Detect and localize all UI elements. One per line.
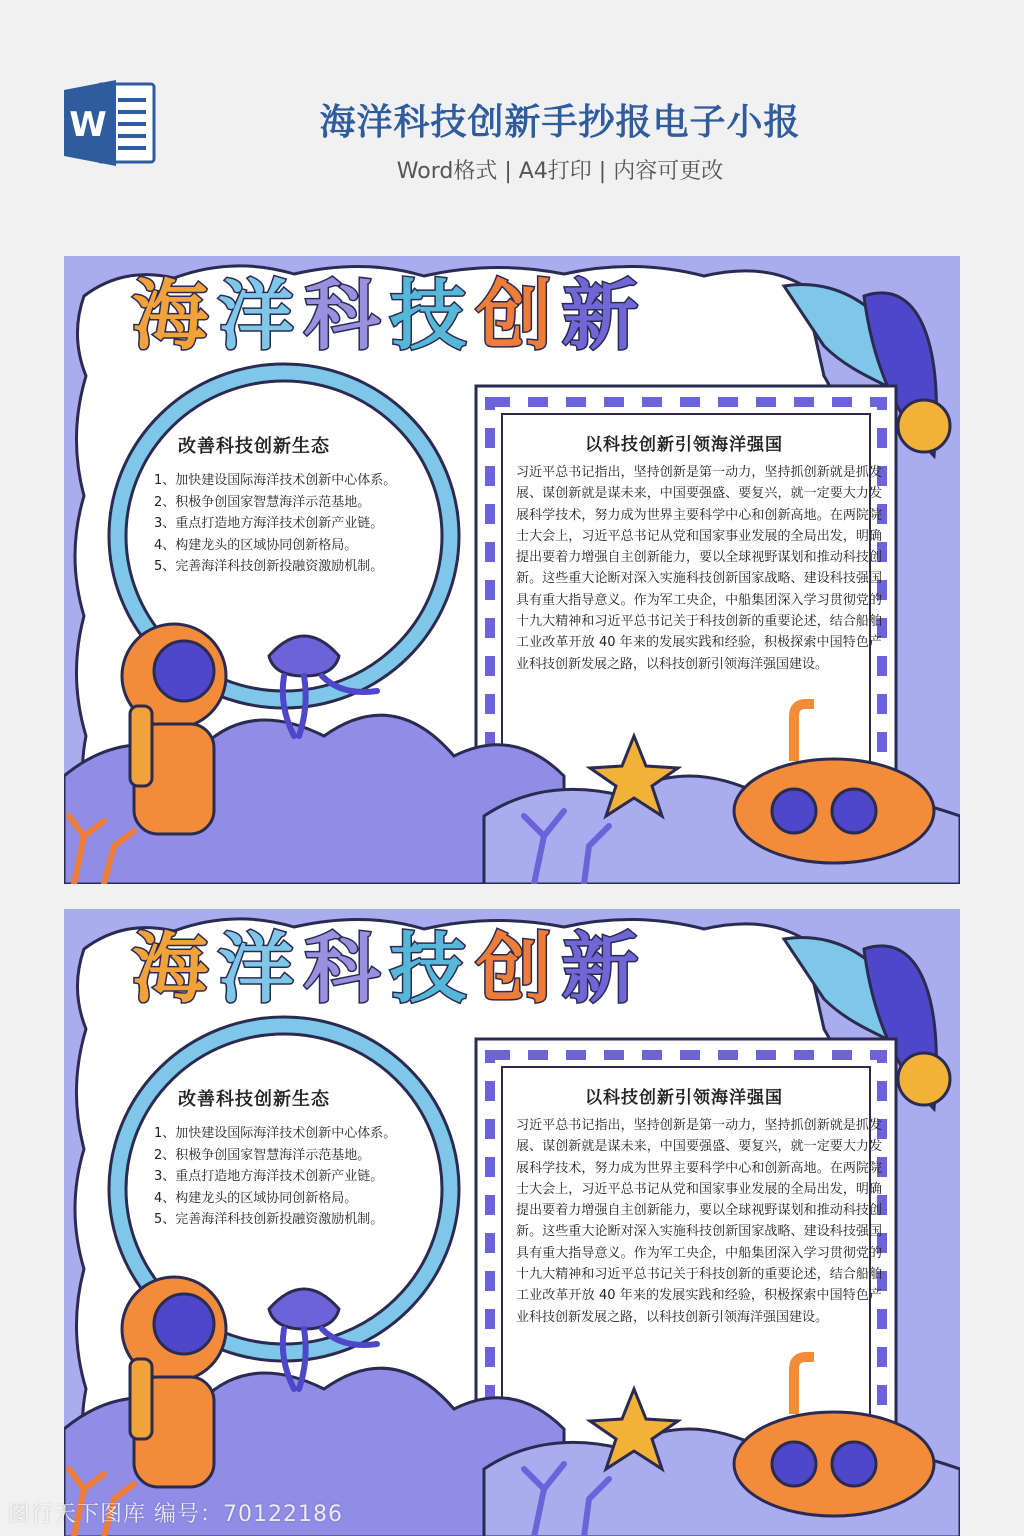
right-section-heading: 以科技创新引领海洋强国 (585, 435, 783, 455)
right-section-body: 习近平总书记指出，坚持创新是第一动力，坚持抓创新就是抓发展、谋创新就是谋未来，中国要强盛、要复兴，就一定要大力发展科学技术，努力成为世界主要科学中心和创新高地。在两院院士大会上，习近平总书记从党和国家事业发展的全局出发，明确提出要着力增强自主创新能力，要以全球视野谋划和推动科技创新。这些重大论断对深入实施科技创新国家战略、建设科技强国具有重大指导意义。作为军工央企，中船集团深入学习贯彻党的十九大精神和习近平总书记关于科技创新的重要论述，结合船舶工业改革开放 40 年来的发展实践和经验，积极探索中国特色产业科技创新发展之路，以科技创新引领海洋强国建设。 (516, 465, 882, 672)
list-item: 3、重点打造地方海洋技术创新产业链。 (154, 516, 384, 531)
left-section-list (154, 1123, 454, 1231)
title-char: 技 (390, 271, 466, 360)
title-char: 创 (476, 271, 552, 360)
poster-big-title (132, 271, 638, 360)
word-icon-letter: W (69, 105, 107, 145)
title-char: 新 (562, 924, 638, 1013)
title-char: 海 (132, 924, 208, 1013)
title-char: 技 (390, 924, 466, 1013)
left-section-heading: 改善科技创新生态 (178, 436, 330, 457)
title-char: 海 (132, 271, 208, 360)
title-char: 科 (304, 271, 380, 360)
title-char: 洋 (218, 271, 294, 360)
right-section-body: 习近平总书记指出，坚持创新是第一动力，坚持抓创新就是抓发展、谋创新就是谋未来，中国要强盛、要复兴，就一定要大力发展科学技术，努力成为世界主要科学中心和创新高地。在两院院士大会上，习近平总书记从党和国家事业发展的全局出发，明确提出要着力增强自主创新能力，要以全球视野谋划和推动科技创新。这些重大论断对深入实施科技创新国家战略、建设科技强国具有重大指导意义。作为军工央企，中船集团深入学习贯彻党的十九大精神和习近平总书记关于科技创新的重要论述，结合船舶工业改革开放 40 年来的发展实践和经验，积极探索中国特色产业科技创新发展之路，以科技创新引领海洋强国建设。 (516, 1118, 882, 1325)
page-title: 海洋科技创新手抄报电子小报 (319, 102, 801, 143)
title-char: 新 (562, 271, 638, 360)
list-item: 2、积极争创国家智慧海洋示范基地。 (154, 1147, 371, 1163)
list-item: 2、积极争创国家智慧海洋示范基地。 (154, 494, 371, 510)
word-doc-icon (64, 80, 158, 166)
poster-preview-2 (64, 909, 960, 1536)
title-char: 创 (476, 924, 552, 1013)
title-char: 科 (304, 924, 380, 1013)
list-item: 1、加快建设国际海洋技术创新中心体系。 (154, 473, 397, 488)
left-section-heading: 改善科技创新生态 (178, 1089, 330, 1110)
watermark: 图行天下图库 编号：70122186 (8, 1502, 343, 1527)
list-item: 4、构建龙头的区域协同创新格局。 (154, 537, 358, 553)
left-section-list (154, 470, 454, 578)
poster-preview-1 (64, 256, 960, 884)
poster-big-title (132, 924, 638, 1013)
list-item: 4、构建龙头的区域协同创新格局。 (154, 1190, 358, 1206)
right-section-heading: 以科技创新引领海洋强国 (585, 1088, 783, 1108)
title-char: 洋 (218, 924, 294, 1013)
page-subtitle: Word格式 | A4打印 | 内容可更改 (396, 159, 724, 184)
list-item: 3、重点打造地方海洋技术创新产业链。 (154, 1169, 384, 1184)
list-item: 5、完善海洋科技创新投融资激励机制。 (154, 1212, 384, 1227)
list-item: 1、加快建设国际海洋技术创新中心体系。 (154, 1126, 397, 1141)
list-item: 5、完善海洋科技创新投融资激励机制。 (154, 559, 384, 574)
